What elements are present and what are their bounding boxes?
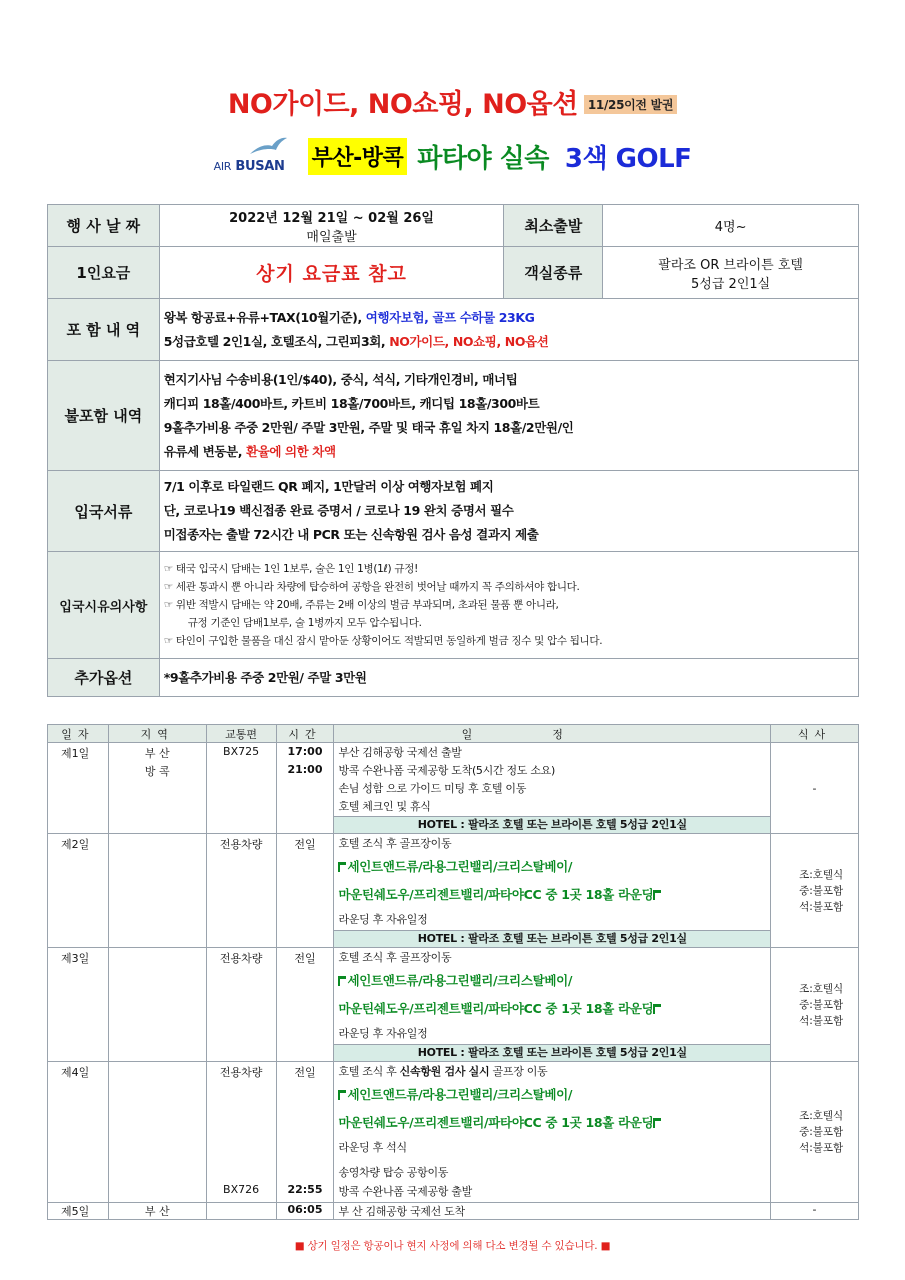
included-value: 왕복 항공료+유류+TAX(10월기준), 여행자보험, 골프 수하물 23KG 5성급호텔 2인1실, 호텔조식, 그린피3회, NO가이드, NO쇼핑, NO옵션 bbox=[159, 299, 858, 361]
day-row-4: 제4일 전용차량 BX726 전일 22:55 호텔 조식 후 신속항원 검사 실시 골프장 이동 세인트앤드류/라용그린밸리/크리스탈베이/ 마운틴쉐도우/프리젠트밸리/파타야CC 중 1곳 18홀 라운딩 라운딩 후 석식 송영차량 탑승 공항이동 방콕 수완나폼 국제공항 출발 조:호텔식 중:불포함 석:불포함 bbox=[48, 1062, 859, 1203]
bird-logo-icon bbox=[248, 136, 288, 158]
subtitle-line bbox=[0, 136, 905, 176]
room-label: 객실종류 bbox=[504, 247, 603, 299]
col-transport: 교통편 bbox=[206, 725, 276, 743]
flag-icon bbox=[653, 890, 661, 900]
day-row-5: 제5일 부 산 06:05 부 산 김해공항 국제선 도착 - bbox=[48, 1203, 859, 1220]
product-name: 파타야 실속 bbox=[417, 143, 549, 174]
route-label: 부산-방콕 bbox=[308, 138, 408, 175]
footer-notice: ■ 상기 일정은 항공이나 현지 사정에 의해 다소 변경될 수 있습니다. ■ bbox=[294, 1240, 611, 1252]
itinerary-table bbox=[47, 724, 859, 1220]
option-label: 추가옵션 bbox=[48, 659, 160, 697]
hotel-line: HOTEL : 팔라조 호텔 또는 브라이튼 호텔 5성급 2인1실 bbox=[334, 816, 770, 833]
flag-icon bbox=[338, 862, 346, 872]
col-area: 지역 bbox=[108, 725, 206, 743]
entry-notes-value: ☞ 태국 입국시 담배는 1인 1보루, 술은 1인 1병(1ℓ) 규정! ☞ 세관 통과시 뿐 아니라 차량에 탑승하여 공항을 완전히 벗어날 때까지 꼭 주의하셔야 합니다. ☞ 위반 적발시 담배는 약 20배, 주류는 2배 이상의 벌금 부과되며, 초과된 물품 뿐 아니라, 규정 기준인 담배1보루, 술 1병까지 모두 압수됩니다. ☞ 타인이 구입한 물품을 대신 잠시 맡아둔 상황이어도 적발되면 동일하게 벌금 징수 및 압수 됩니다. bbox=[159, 552, 858, 659]
day-row-1: 제1일 부 산 방 콕 BX725 17:00 21:00 부산 김해공항 국제선 출발 방콕 수완나폼 국제공항 도착(5시간 정도 소요) 손님 성함 으로 가이드 미팅 후 호텔 이동 호텔 체크인 및 휴식 HOTEL : 팔라조 호텔 또는 브라이튼 호텔 5성급 2인1실 - bbox=[48, 743, 859, 834]
tour-info-table bbox=[47, 204, 859, 697]
col-time: 시간 bbox=[276, 725, 334, 743]
title-line bbox=[0, 82, 905, 121]
day-row-3: 제3일 전용차량 전일 호텔 조식 후 골프장이동 세인트앤드류/라용그린밸리/크리스탈베이/ 마운틴쉐도우/프리젠트밸리/파타야CC 중 1곳 18홀 라운딩 라운딩 후 자유일정 HOTEL : 팔라조 호텔 또는 브라이튼 호텔 5성급 2인1실 조:호텔식 중:불포함 석:불포함 bbox=[48, 948, 859, 1062]
entry-notes-label: 입국시유의사항 bbox=[48, 552, 160, 659]
excluded-label: 불포함 내역 bbox=[48, 361, 160, 471]
golf-label: 3색 GOLF bbox=[564, 143, 692, 174]
flag-icon bbox=[338, 976, 346, 986]
min-depart-label: 최소출발 bbox=[504, 205, 603, 247]
dates-value: 2022년 12월 21일 ~ 02월 26일 매일출발 bbox=[159, 205, 504, 247]
hotel-line: HOTEL : 팔라조 호텔 또는 브라이튼 호텔 5성급 2인1실 bbox=[334, 930, 770, 947]
included-label: 포 함 내 역 bbox=[48, 299, 160, 361]
price-value: 상기 요금표 참고 bbox=[159, 247, 504, 299]
col-meal: 식사 bbox=[771, 725, 859, 743]
entry-docs-label: 입국서류 bbox=[48, 471, 160, 552]
air-busan-logo: AIR BUSAN bbox=[214, 136, 298, 176]
room-value: 팔라조 OR 브라이튼 호텔 5성급 2인1실 bbox=[603, 247, 859, 299]
hotel-line: HOTEL : 팔라조 호텔 또는 브라이튼 호텔 5성급 2인1실 bbox=[334, 1044, 770, 1061]
flag-icon bbox=[653, 1004, 661, 1014]
min-depart-value: 4명~ bbox=[603, 205, 859, 247]
flag-icon bbox=[653, 1118, 661, 1128]
dates-label: 행 사 날 짜 bbox=[48, 205, 160, 247]
option-value: *9홀추가비용 주중 2만원/ 주말 3만원 bbox=[159, 659, 858, 697]
price-label: 1인요금 bbox=[48, 247, 160, 299]
entry-docs-value: 7/1 이후로 타일랜드 QR 폐지, 1만달러 이상 여행자보험 폐지 단, 코로나19 백신접종 완료 증명서 / 코로나 19 완치 증명서 필수 미접종자는 출발 72시간 내 PCR 또는 신속항원 검사 음성 결과지 제출 bbox=[159, 471, 858, 552]
col-day: 일자 bbox=[48, 725, 109, 743]
excluded-value: 현지기사님 수송비용(1인/$40), 중식, 석식, 기타개인경비, 매너팁 캐디피 18홀/400바트, 카트비 18홀/700바트, 캐디팁 18홀/300바트 9홀추가비용 주중 2만원/ 주말 3만원, 주말 및 태국 휴일 차지 18홀/2만원/인 유류세 변동분, 환율에 의한 차액 bbox=[159, 361, 858, 471]
col-itinerary: 일정 bbox=[334, 725, 771, 743]
flag-icon bbox=[338, 1090, 346, 1100]
day-row-2: 제2일 전용차량 전일 호텔 조식 후 골프장이동 세인트앤드류/라용그린밸리/크리스탈베이/ 마운틴쉐도우/프리젠트밸리/파타야CC 중 1곳 18홀 라운딩 라운딩 후 자유일정 HOTEL : 팔라조 호텔 또는 브라이튼 호텔 5성급 2인1실 조:호텔식 중:불포함 석:불포함 bbox=[48, 834, 859, 948]
issue-deadline-badge: 11/25이전 발권 bbox=[584, 95, 677, 114]
page-title: NO가이드, NO쇼핑, NO옵션 bbox=[227, 89, 578, 120]
